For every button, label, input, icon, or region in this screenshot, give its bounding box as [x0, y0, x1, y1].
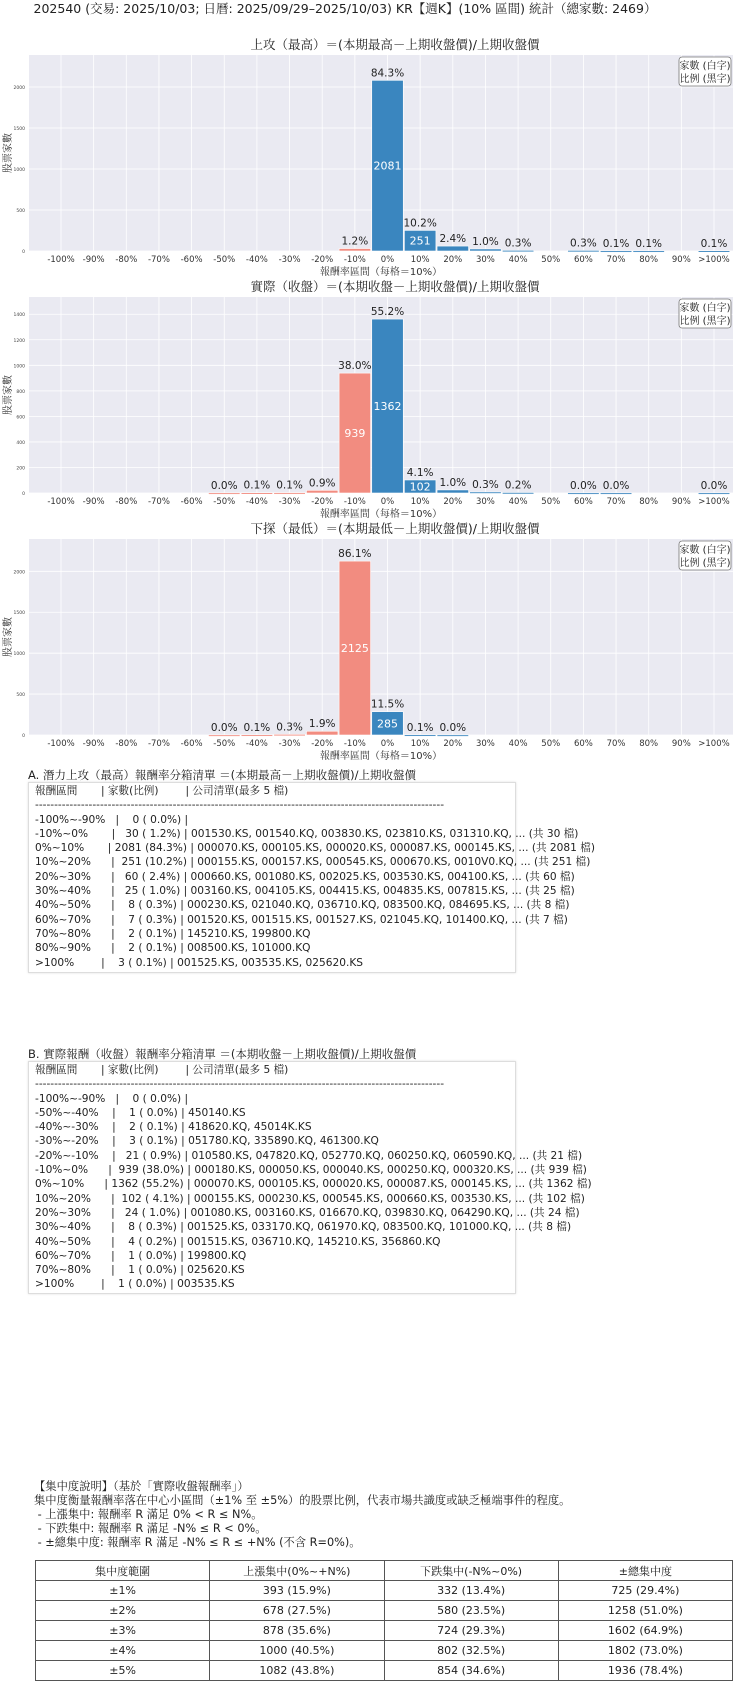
table-cell: 724 (29.3%) — [384, 1621, 558, 1641]
x-tick-label: 0% — [380, 739, 395, 749]
x-tick-label: -50% — [213, 497, 236, 507]
bar — [404, 735, 436, 737]
bar — [470, 249, 502, 251]
table-cell: 1936 (78.4%) — [558, 1661, 732, 1681]
list-b-row: 20%~30% | 24 ( 1.0%) | 001080.KS, 003160.KS, 016670.KQ, 039830.KQ, 064290.KQ, ... (共 24 檔) — [35, 1206, 580, 1219]
x-tick-label: >100% — [698, 255, 730, 265]
x-tick-label: 50% — [541, 739, 561, 749]
header-down: 下跌集中(-N%~0%) — [384, 1561, 558, 1581]
x-tick-label: 70% — [606, 739, 626, 749]
table-cell: 332 (13.4%) — [384, 1581, 558, 1601]
list-b-row: 10%~20% | 102 ( 4.1%) | 000155.KS, 000230.KS, 000545.KS, 000660.KS, 003530.KS, ... (共 102 檔) — [35, 1192, 585, 1205]
list-a-row: 20%~30% | 60 ( 2.4%) | 000660.KS, 001080.KS, 002025.KS, 003530.KS, 004100.KS, ... (共 60 檔) — [35, 870, 575, 883]
x-tick-label: -30% — [278, 255, 301, 265]
x-tick-label: 40% — [508, 739, 528, 749]
table-cell: ±3% — [36, 1621, 210, 1641]
bar — [306, 731, 338, 735]
bar-percent-label: 1.0% — [439, 476, 467, 489]
legend-count-label: 家數 (白字) — [679, 545, 731, 556]
list-a-row: 60%~70% | 7 ( 0.3%) | 001520.KS, 001515.KS, 001527.KS, 021045.KQ, 101400.KQ, ... (共 7 檔) — [35, 913, 568, 926]
notes-description: 集中度衡量報酬率落在中心小區間（±1% 至 ±5%）的股票比例，代表市場共識度或缺乏極端事件的程度。 — [34, 1494, 571, 1507]
list-b-row: 0%~10% | 1362 (55.2%) | 000070.KS, 000105.KS, 000020.KS, 000087.KS, 000145.KS, ... (共 1362 檔) — [35, 1178, 592, 1191]
bar — [241, 735, 273, 737]
list-b-row: -40%~-30% | 2 ( 0.1%) | 418620.KQ, 45014K.KS — [35, 1121, 312, 1134]
x-tick-label: -10% — [343, 497, 366, 507]
list-a-row: -10%~0% | 30 ( 1.2%) | 001530.KS, 001540.KQ, 003830.KS, 023810.KS, 031310.KQ, ... (共 30 檔) — [35, 827, 579, 840]
bar — [502, 492, 533, 494]
bar-percent-label: 0.1% — [276, 479, 303, 492]
y-tick-label: 200 — [16, 466, 25, 472]
x-tick-label: 60% — [573, 739, 593, 749]
x-tick-label: 80% — [639, 255, 659, 265]
x-axis-label: 報酬率區間（每格＝10%） — [319, 509, 443, 520]
y-tick-label: 800 — [16, 389, 25, 395]
x-tick-label: 40% — [508, 497, 528, 507]
y-tick-label: 500 — [16, 693, 25, 699]
bar — [437, 490, 469, 493]
x-tick-label: -10% — [343, 255, 366, 265]
x-tick-label: -30% — [278, 739, 301, 749]
list-b-row: -20%~-10% | 21 ( 0.9%) | 010580.KS, 047820.KQ, 052770.KQ, 060250.KQ, 060590.KQ, ... (共 21 檔) — [35, 1149, 583, 1162]
bar-percent-label: 1.2% — [341, 235, 369, 248]
y-tick-label: 1000 — [13, 364, 25, 370]
x-tick-label: 90% — [671, 739, 691, 749]
bar-percent-label: 0.1% — [602, 237, 630, 250]
bar-percent-label: 0.1% — [243, 479, 271, 492]
y-tick-label: 1500 — [13, 126, 25, 132]
table-row — [36, 1661, 733, 1681]
table-cell: 1082 (43.8%) — [210, 1661, 384, 1681]
x-tick-label: 60% — [573, 497, 593, 507]
y-tick-label: 400 — [16, 440, 25, 446]
bar — [209, 735, 241, 737]
x-tick-label: 10% — [410, 739, 430, 749]
notes-total: - ±總集中度: 報酬率 R 滿足 -N% ≤ R ≤ +N% (不含 R=0%)。 — [34, 1536, 361, 1549]
x-tick-label: -20% — [311, 255, 334, 265]
table-cell: ±1% — [36, 1581, 210, 1601]
x-tick-label: -60% — [180, 739, 203, 749]
x-tick-label: -60% — [180, 255, 203, 265]
y-tick-label: 1500 — [13, 611, 25, 617]
bar-percent-label: 1.9% — [308, 718, 336, 731]
bar-percent-label: 0.1% — [635, 237, 663, 250]
chart-title: 下探（最低）＝(本期最低－上期收盤價)/上期收盤價 — [250, 521, 540, 536]
bar — [600, 493, 632, 495]
bar — [306, 490, 338, 493]
x-tick-label: >100% — [698, 497, 730, 507]
bar — [437, 735, 469, 737]
list-a-row: 報酬區間 | 家數(比例) | 公司清單(最多 5 檔) — [35, 785, 289, 797]
x-tick-label: 70% — [606, 497, 626, 507]
list-b-row: >100% | 1 ( 0.0%) | 003535.KS — [35, 1278, 235, 1291]
table-row — [36, 1581, 733, 1601]
x-tick-label: -50% — [213, 255, 236, 265]
table-cell: 678 (27.5%) — [210, 1601, 384, 1621]
x-tick-label: 10% — [410, 497, 430, 507]
x-tick-label: 20% — [443, 497, 463, 507]
bar — [698, 493, 730, 495]
bar — [241, 493, 273, 495]
x-tick-label: -50% — [213, 739, 236, 749]
x-tick-label: -80% — [115, 497, 138, 507]
bar-percent-label: 0.2% — [504, 479, 532, 492]
bar-percent-label: 0.0% — [210, 479, 238, 492]
bar-percent-label: 0.0% — [439, 721, 467, 734]
list-b-row: -10%~0% | 939 (38.0%) | 000180.KS, 000050.KS, 000040.KS, 000250.KQ, 000320.KS, ... (共 939 檔) — [35, 1164, 587, 1177]
x-tick-label: 80% — [639, 739, 659, 749]
bar-percent-label: 1.0% — [472, 235, 499, 248]
x-tick-label: -60% — [180, 497, 203, 507]
y-tick-label: 0 — [22, 734, 25, 739]
x-tick-label: -90% — [82, 255, 105, 265]
list-b-row: 30%~40% | 8 ( 0.3%) | 001525.KS, 033170.KQ, 061970.KQ, 083500.KQ, 101000.KQ, ... (共 8 檔) — [35, 1221, 572, 1234]
legend-ratio-label: 比例 (黑字) — [679, 558, 731, 569]
notes-down: - 下跌集中: 報酬率 R 滿足 -N% ≤ R < 0%。 — [34, 1522, 267, 1535]
x-tick-label: 90% — [671, 497, 691, 507]
x-tick-label: 50% — [541, 255, 561, 265]
bar-count-label: 2081 — [373, 159, 402, 173]
y-tick-label: 1000 — [13, 167, 25, 173]
chart-close-return — [0, 278, 740, 520]
bar-percent-label: 0.1% — [700, 237, 728, 250]
list-b-row: -50%~-40% | 1 ( 0.0%) | 450140.KS — [35, 1106, 246, 1119]
table-cell: 1802 (73.0%) — [558, 1641, 732, 1661]
chart-high-return — [0, 36, 740, 278]
x-tick-label: 50% — [541, 497, 561, 507]
y-tick-label: 500 — [16, 208, 25, 214]
bar-percent-label: 0.9% — [308, 477, 336, 490]
list-a-row: >100% | 3 ( 0.1%) | 001525.KS, 003535.KS, 025620.KS — [35, 956, 364, 969]
list-a-box — [28, 782, 595, 973]
list-b-row: -100%~-90% | 0 ( 0.0%) | — [35, 1092, 189, 1105]
table-cell: 725 (29.4%) — [558, 1581, 732, 1601]
x-tick-label: 10% — [410, 255, 430, 265]
bar-count-label: 939 — [344, 427, 366, 441]
y-axis-label: 股票家數 — [3, 617, 14, 657]
list-a-title: A. 潛力上攻（最高）報酬率分箱清單 ＝(本期最高－上期收盤價)/上期收盤價 — [28, 768, 416, 782]
x-tick-label: -90% — [82, 739, 105, 749]
bar-count-label: 285 — [377, 717, 398, 731]
table-cell: 1000 (40.5%) — [210, 1641, 384, 1661]
concentration-notes — [34, 1480, 570, 1550]
bar-percent-label: 55.2% — [370, 306, 405, 319]
x-tick-label: -30% — [278, 497, 301, 507]
x-tick-label: 20% — [443, 255, 463, 265]
table-cell: 854 (34.6%) — [384, 1661, 558, 1681]
x-tick-label: -100% — [47, 739, 75, 749]
bar — [502, 250, 533, 252]
x-tick-label: 20% — [443, 739, 463, 749]
bar-count-label: 102 — [409, 480, 431, 494]
bar — [698, 251, 730, 253]
bar-count-label: 1362 — [373, 400, 402, 414]
list-a-row: 80%~90% | 2 ( 0.1%) | 008500.KS, 101000.KQ — [35, 942, 311, 955]
list-a-row: 0%~10% | 2081 (84.3%) | 000070.KS, 000105.KS, 000020.KS, 000087.KS, 000145.KS, ... (共 2081 檔) — [35, 842, 595, 855]
y-axis-label: 股票家數 — [3, 133, 14, 173]
x-tick-label: -100% — [47, 255, 75, 265]
x-tick-label: 40% — [508, 255, 528, 265]
bar — [274, 734, 306, 736]
bar-percent-label: 10.2% — [403, 217, 437, 230]
y-tick-label: 0 — [22, 250, 25, 255]
y-tick-label: 1200 — [13, 338, 25, 344]
list-a-row: ----------------------------------------------------------------------------------------------------------- — [35, 799, 445, 812]
bar-percent-label: 0.1% — [243, 721, 271, 734]
list-b-row: 40%~50% | 4 ( 0.2%) | 001515.KS, 036710.KQ, 145210.KS, 356860.KQ — [35, 1235, 441, 1248]
x-tick-label: 30% — [475, 497, 495, 507]
x-tick-label: -40% — [245, 497, 268, 507]
list-b-row: 70%~80% | 1 ( 0.0%) | 025620.KS — [35, 1264, 245, 1277]
concentration-table — [35, 1560, 733, 1681]
x-tick-label: -40% — [245, 255, 268, 265]
bar — [470, 492, 502, 494]
x-tick-label: >100% — [698, 739, 730, 749]
notes-up: - 上漲集中: 報酬率 R 滿足 0% < R ≤ N%。 — [34, 1508, 263, 1521]
header-up: 上漲集中(0%~+N%) — [210, 1561, 384, 1581]
list-a-row: 10%~20% | 251 (10.2%) | 000155.KS, 000157.KS, 000545.KS, 000670.KS, 0010V0.KQ, ... (共 251 檔) — [35, 856, 591, 869]
x-tick-label: 30% — [475, 255, 495, 265]
bar-percent-label: 0.0% — [700, 479, 728, 492]
notes-heading: 【集中度說明】（基於「實際收盤報酬率」） — [34, 1480, 249, 1493]
list-b-row: -30%~-20% | 3 ( 0.1%) | 051780.KQ, 335890.KQ, 461300.KQ — [35, 1135, 379, 1148]
x-tick-label: -70% — [147, 255, 170, 265]
bar-percent-label: 0.0% — [602, 479, 630, 492]
y-tick-label: 1000 — [13, 652, 25, 658]
x-tick-label: 80% — [639, 497, 659, 507]
list-a-row: 30%~40% | 25 ( 1.0%) | 003160.KS, 004105.KS, 004415.KS, 004835.KS, 007815.KS, ... (共 25 檔) — [35, 885, 575, 898]
header-total: ±總集中度 — [558, 1561, 732, 1581]
table-cell: ±4% — [36, 1641, 210, 1661]
table-cell: 802 (32.5%) — [384, 1641, 558, 1661]
bar-count-label: 2125 — [340, 642, 369, 656]
x-tick-label: 70% — [606, 255, 626, 265]
x-tick-label: 90% — [671, 255, 691, 265]
bar — [568, 493, 600, 495]
chart-title: 上攻（最高）＝(本期最高－上期收盤價)/上期收盤價 — [250, 37, 540, 52]
list-a-row: -100%~-90% | 0 ( 0.0%) | — [35, 813, 189, 826]
bar — [274, 493, 306, 495]
x-tick-label: 0% — [380, 497, 395, 507]
table-header-row — [36, 1561, 733, 1581]
bar-percent-label: 84.3% — [370, 67, 405, 80]
report-title: 202540 (交易: 2025/10/03; 日曆: 2025/09/29–2025/10/03) KR【週K】(10% 區間) 統計（總家數: 2469） — [33, 1, 657, 16]
bar-count-label: 251 — [409, 234, 431, 248]
table-cell: ±2% — [36, 1601, 210, 1621]
list-b-title: B. 實際報酬（收盤）報酬率分箱清單 ＝(本期收盤－上期收盤價)/上期收盤價 — [28, 1047, 417, 1061]
table-row — [36, 1621, 733, 1641]
bar — [633, 251, 665, 253]
y-tick-label: 2000 — [13, 85, 25, 91]
y-tick-label: 2000 — [13, 570, 25, 576]
x-tick-label: 30% — [475, 739, 495, 749]
bar — [568, 250, 600, 252]
x-tick-label: 0% — [380, 255, 395, 265]
header-range: 集中度範圍 — [36, 1561, 210, 1581]
x-tick-label: -100% — [47, 497, 75, 507]
table-cell: ±5% — [36, 1661, 210, 1681]
y-tick-label: 600 — [16, 415, 25, 421]
bar-percent-label: 11.5% — [370, 698, 405, 711]
list-b-row: 60%~70% | 1 ( 0.0%) | 199800.KQ — [35, 1249, 247, 1262]
list-b-box — [28, 1061, 592, 1294]
bar-percent-label: 0.3% — [276, 721, 303, 734]
y-tick-label: 0 — [22, 492, 25, 497]
x-tick-label: -40% — [245, 739, 268, 749]
bar-percent-label: 0.3% — [570, 237, 597, 250]
legend-count-label: 家數 (白字) — [679, 303, 731, 314]
bar-percent-label: 38.0% — [338, 360, 372, 373]
x-tick-label: -70% — [147, 739, 170, 749]
table-cell: 580 (23.5%) — [384, 1601, 558, 1621]
x-tick-label: -20% — [311, 739, 334, 749]
x-tick-label: -10% — [343, 739, 366, 749]
y-axis-label: 股票家數 — [3, 375, 14, 415]
bar-percent-label: 0.3% — [472, 478, 499, 491]
x-tick-label: -70% — [147, 497, 170, 507]
list-a-row: 70%~80% | 2 ( 0.1%) | 145210.KS, 199800.KQ — [35, 927, 311, 940]
bar-percent-label: 0.0% — [570, 479, 597, 492]
legend-ratio-label: 比例 (黑字) — [679, 74, 731, 85]
bar-percent-label: 0.3% — [504, 237, 532, 250]
bar — [437, 246, 469, 251]
x-axis-label: 報酬率區間（每格＝10%） — [319, 751, 443, 762]
list-a-row: 40%~50% | 8 ( 0.3%) | 000230.KS, 021040.KQ, 036710.KQ, 083500.KQ, 084695.KS, ... (共 8 檔) — [35, 899, 570, 912]
legend-ratio-label: 比例 (黑字) — [679, 316, 731, 327]
legend-count-label: 家數 (白字) — [679, 61, 731, 72]
table-cell: 393 (15.9%) — [210, 1581, 384, 1601]
list-b-row: 報酬區間 | 家數(比例) | 公司清單(最多 5 檔) — [35, 1064, 289, 1076]
bar-percent-label: 4.1% — [406, 466, 434, 479]
x-tick-label: -20% — [311, 497, 334, 507]
bar — [339, 249, 371, 251]
table-cell: 1602 (64.9%) — [558, 1621, 732, 1641]
x-tick-label: 60% — [573, 255, 593, 265]
bar-percent-label: 0.0% — [210, 721, 238, 734]
table-row — [36, 1641, 733, 1661]
x-tick-label: -90% — [82, 497, 105, 507]
table-row — [36, 1601, 733, 1621]
x-tick-label: -80% — [115, 739, 138, 749]
x-axis-label: 報酬率區間（每格＝10%） — [319, 267, 443, 278]
list-b-row: ----------------------------------------------------------------------------------------------------------- — [35, 1078, 445, 1091]
table-cell: 878 (35.6%) — [210, 1621, 384, 1641]
chart-low-return — [0, 520, 740, 762]
x-tick-label: -80% — [115, 255, 138, 265]
table-cell: 1258 (51.0%) — [558, 1601, 732, 1621]
bar-percent-label: 0.1% — [406, 721, 434, 734]
bar-percent-label: 86.1% — [338, 548, 372, 561]
bar — [209, 493, 241, 495]
y-tick-label: 1400 — [13, 313, 25, 319]
chart-title: 實際（收盤）＝(本期收盤－上期收盤價)/上期收盤價 — [250, 279, 540, 294]
bar-percent-label: 2.4% — [439, 233, 467, 246]
bar — [600, 251, 632, 253]
